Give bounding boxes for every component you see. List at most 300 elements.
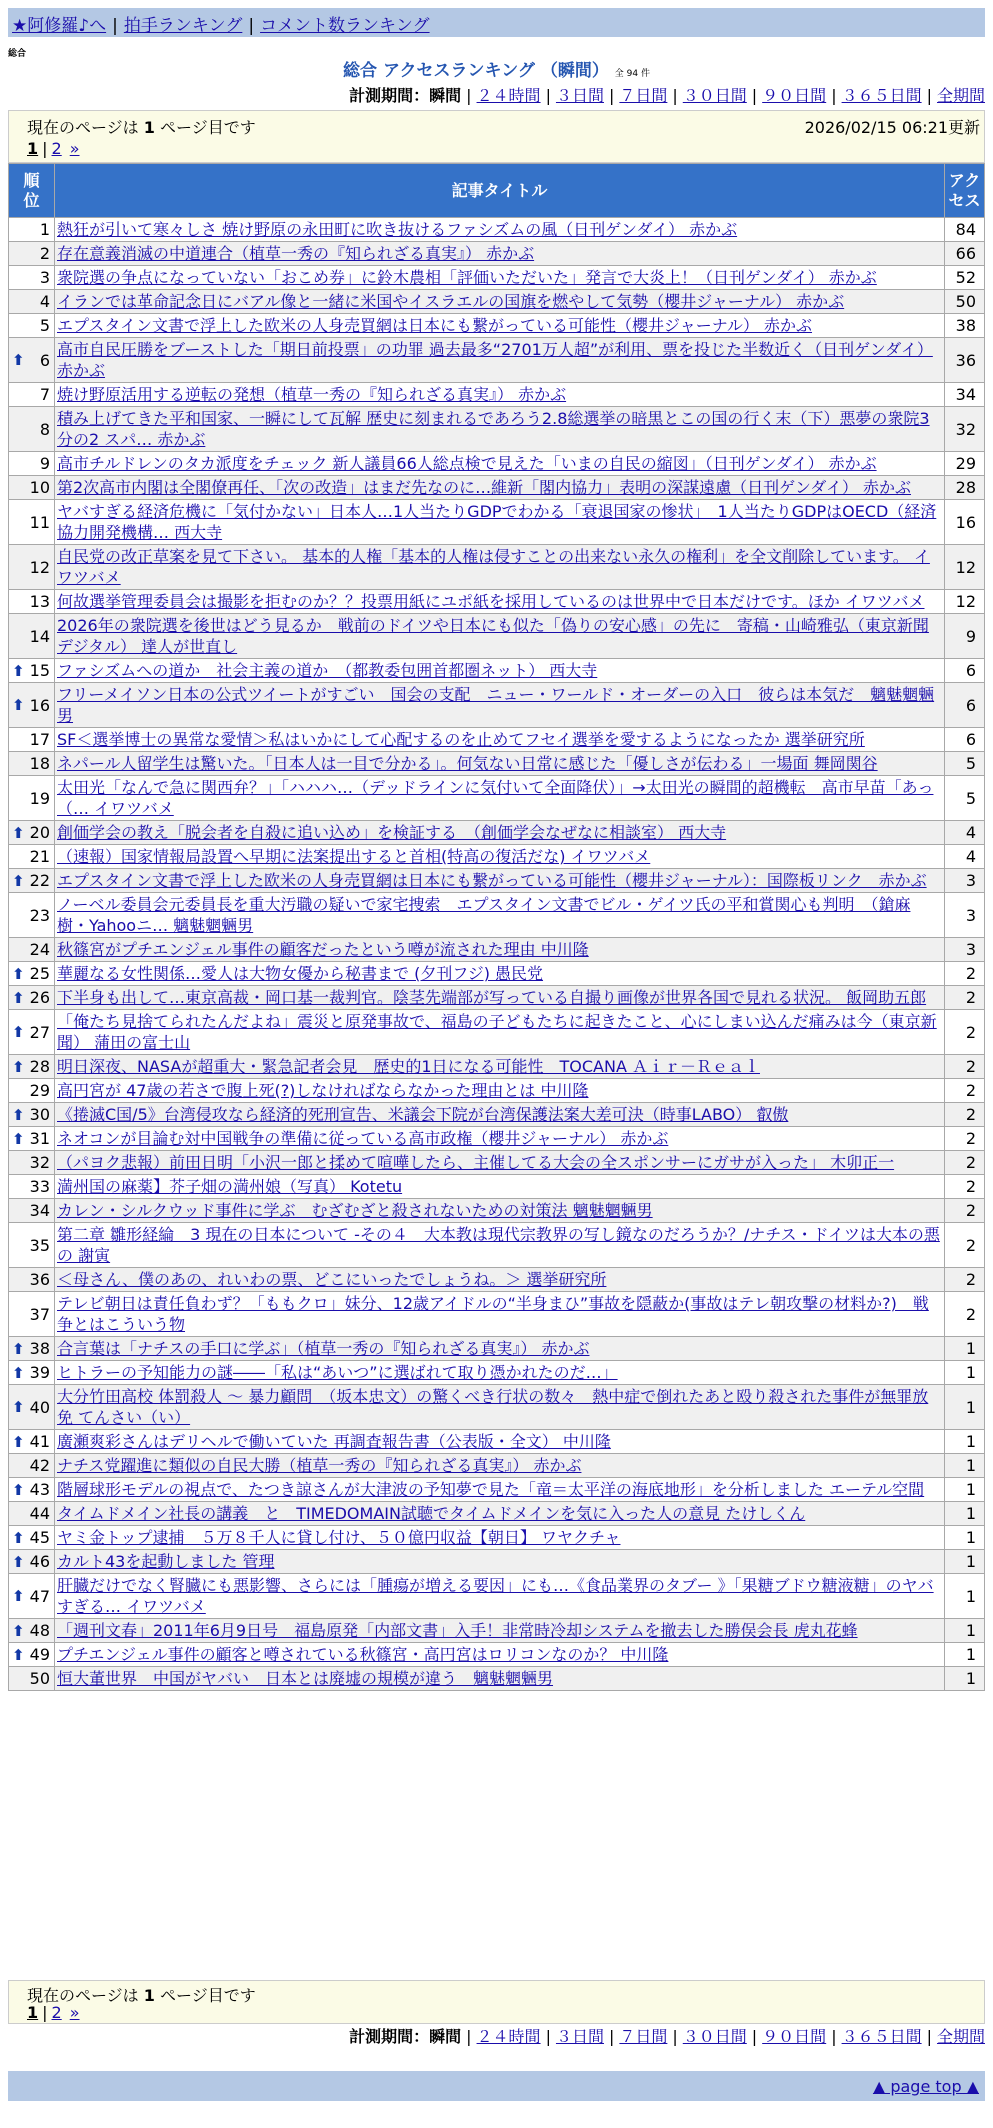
rank-number: 50 xyxy=(29,1669,50,1688)
table-row xyxy=(9,683,985,728)
rank-number: 2 xyxy=(39,244,50,263)
rank-cell xyxy=(9,1619,55,1643)
access-count: 16 xyxy=(945,500,985,545)
article-link[interactable]: ノーベル委員会元委員長を重大汚職の疑いで家宅捜索 エプスタイン文書でビル・ゲイツ氏の平和賞関心も判明 （鎗麻樹・Yahooニ… 魑魅魍魎男 xyxy=(57,895,911,935)
comment-ranking-link[interactable]: コメント数ランキング xyxy=(260,16,430,36)
article-link[interactable]: 高市チルドレンのタカ派度をチェック 新人議員66人総点検で見えた「いまの自民の縮図」（日刊ゲンダイ） 赤かぶ xyxy=(57,454,877,473)
title-cell xyxy=(55,776,945,821)
rank-number: 23 xyxy=(29,905,50,925)
table-row xyxy=(9,1361,985,1385)
rank-cell xyxy=(9,1127,55,1151)
rank-number: 43 xyxy=(29,1480,50,1499)
table-row xyxy=(9,869,985,893)
table-row xyxy=(9,1454,985,1478)
title-cell xyxy=(55,845,945,869)
title-cell xyxy=(55,1526,945,1550)
rank-cell xyxy=(9,590,55,614)
article-link[interactable]: ヒトラーの予知能力の謎――「私は“あいつ”に選ばれて取り憑かれたのだ…」 xyxy=(57,1363,618,1382)
rank-cell xyxy=(9,266,55,290)
rank-up-arrow-icon: ⬆ xyxy=(12,1023,25,1041)
table-row xyxy=(9,476,985,500)
rank-cell xyxy=(9,1151,55,1175)
rank-up-arrow-icon: ⬆ xyxy=(12,1057,25,1076)
article-link[interactable]: カルト43を起動しました 管理 xyxy=(57,1552,275,1571)
title-cell xyxy=(55,659,945,683)
period-separator: | xyxy=(672,86,678,105)
article-link[interactable]: 《捲滅C国/5》台湾侵攻なら経済的死刑宣告、米議会下院が台湾保護法案大差可決（時事LABO） 叡傲 xyxy=(57,1105,789,1124)
article-link[interactable]: ナチス党躍進に類似の自民大勝（植草一秀の『知られざる真実』） 赤かぶ xyxy=(57,1456,582,1475)
table-row xyxy=(9,1151,985,1175)
table-row xyxy=(9,986,985,1010)
rank-number: 47 xyxy=(29,1586,50,1606)
home-link[interactable]: ★阿修羅♪へ xyxy=(12,16,107,36)
title-cell xyxy=(55,407,945,452)
title-cell xyxy=(55,590,945,614)
article-link[interactable]: （パヨク悲報）前田日明「小沢一郎と揉めて喧嘩したら、主催してる大会の全スポンサーにガサが入った」 木卯正一 xyxy=(57,1153,895,1172)
table-row xyxy=(9,1574,985,1619)
rank-number: 40 xyxy=(29,1397,50,1417)
title-cell xyxy=(55,1223,945,1268)
table-row xyxy=(9,1667,985,1691)
rank-up-arrow-icon: ⬆ xyxy=(12,964,25,983)
access-count: 2 xyxy=(945,1079,985,1103)
article-link[interactable]: タイムドメイン社長の講義 と TIMEDOMAIN試聴でタイムドメインを気に入った人の意見 たけしくん xyxy=(57,1504,806,1523)
table-row xyxy=(9,1223,985,1268)
category-label: 総合 xyxy=(8,49,27,59)
rank-number: 36 xyxy=(29,1270,50,1289)
rank-cell xyxy=(9,314,55,338)
rank-cell xyxy=(9,383,55,407)
article-link[interactable]: 熱狂が引いて寒々しさ 焼け野原の永田町に吹き抜けるファシズムの風（日刊ゲンダイ） 赤かぶ xyxy=(57,220,738,239)
rank-number: 8 xyxy=(39,419,50,439)
title-cell xyxy=(55,1268,945,1292)
rank-up-arrow-icon: ⬆ xyxy=(12,1645,25,1664)
top-nav-bar xyxy=(8,8,985,37)
rank-cell xyxy=(9,893,55,938)
rank-cell xyxy=(9,1199,55,1223)
article-link[interactable]: ヤミ金トップ逮捕 ５万８千人に貸し付け、５０億円収益【朝日】 ワヤクチャ xyxy=(57,1528,621,1547)
period-link[interactable]: ７日間 xyxy=(619,86,668,105)
article-link[interactable]: 廣瀬爽彩さんはデリヘルで働いていた 再調査報告書（公表版・全文） 中川隆 xyxy=(57,1432,611,1451)
article-link[interactable]: 太田光「なんで急に関西弁？」「ハハハ…（デッドラインに気付いて全面降伏）」→太田光の瞬間的超機転 高市早苗「あっ（… イワツバメ xyxy=(57,778,934,818)
table-row xyxy=(9,821,985,845)
title-cell xyxy=(55,1430,945,1454)
access-count: 28 xyxy=(945,476,985,500)
title-column-header: 記事タイトル xyxy=(55,164,945,218)
period-separator: | xyxy=(545,2027,551,2046)
access-count: 1 xyxy=(945,1361,985,1385)
rank-cell xyxy=(9,338,55,383)
period-separator: | xyxy=(751,86,758,105)
access-count: 1 xyxy=(945,1430,985,1454)
period-label: 計測期間： xyxy=(349,2027,430,2046)
title-cell xyxy=(55,383,945,407)
rank-cell xyxy=(9,1385,55,1430)
rank-number: 16 xyxy=(29,695,50,715)
title-cell xyxy=(55,869,945,893)
table-row xyxy=(9,893,985,938)
article-link[interactable]: テレビ朝日は責任負わず？「ももクロ」妹分、12歳アイドルの“半身まひ”事故を隠蔽か(事故はテレ朝攻撃の材料か?) 戦争とはこういう物 xyxy=(57,1294,929,1334)
rank-cell xyxy=(9,1223,55,1268)
page-info-prefix: 現在のページは xyxy=(27,1986,144,2005)
article-link[interactable]: 「俺たち見捨てられたんだよね」震災と原発事故で、福島の子どもたちに起きたこと、心にしまい込んだ痛みは今（東京新聞） 蒲田の富士山 xyxy=(57,1012,937,1052)
title-cell xyxy=(55,1502,945,1526)
rank-cell xyxy=(9,614,55,659)
nav-separator: | xyxy=(248,16,255,36)
rank-number: 1 xyxy=(39,220,50,239)
article-link[interactable]: 恒大董世界 中国がヤバい 日本とは廃墟の規模が違う 魑魅魍魎男 xyxy=(57,1669,554,1688)
table-row xyxy=(9,614,985,659)
period-link[interactable]: ３０日間 xyxy=(682,86,747,105)
rank-up-arrow-icon: ⬆ xyxy=(12,696,25,714)
article-link[interactable]: 明日深夜、NASAが超重大・緊急記者会見 歴史的1日になる可能性 TOCANA Ａｉｒ－Ｒｅａｌ xyxy=(57,1057,760,1076)
rank-number: 41 xyxy=(29,1432,50,1451)
article-link[interactable]: 積み上げてきた平和国家、一瞬にして瓦解 歴史に刻まれるであろう2.8総選挙の暗黒とこの国の行く末（下）悪夢の衆院3分の2 スパ… 赤かぶ xyxy=(57,409,930,449)
access-count: 2 xyxy=(945,1292,985,1337)
table-row xyxy=(9,452,985,476)
article-link[interactable]: SF＜選挙博士の異常な愛情＞私はいかにして心配するのを止めてフセイ選挙を愛するようになったか 選挙研究所 xyxy=(57,730,865,749)
access-count: 29 xyxy=(945,452,985,476)
rank-number: 5 xyxy=(39,316,50,335)
rank-up-arrow-icon: ⬆ xyxy=(12,1552,25,1571)
access-count: 2 xyxy=(945,1175,985,1199)
rank-number: 49 xyxy=(29,1645,50,1664)
article-link[interactable]: プチエンジェル事件の顧客と噂されている秋篠宮・高円宮はロリコンなのか？ 中川隆 xyxy=(57,1645,669,1664)
period-separator: | xyxy=(831,2027,837,2046)
access-count: 3 xyxy=(945,938,985,962)
article-link[interactable]: ネパール人留学生は驚いた。「日本人は一目で分かる」。何気ない日常に感じた「優しさが伝わる」一場面 舞岡関谷 xyxy=(57,754,878,773)
pager-bottom xyxy=(27,2003,80,2022)
access-count: 1 xyxy=(945,1337,985,1361)
period-link[interactable]: ３０日間 xyxy=(682,2027,747,2046)
title-cell xyxy=(55,1574,945,1619)
access-count: 1 xyxy=(945,1526,985,1550)
title-cell xyxy=(55,1619,945,1643)
article-link[interactable]: ヤバすぎる経済危機に「気付かない」日本人…1人当たりGDPでわかる「衰退国家の惨状」 1人当たりGDPはOECD（経済協力開発機構… 西大寺 xyxy=(57,502,937,542)
pager-separator: | xyxy=(42,2003,48,2022)
article-link[interactable]: 2026年の衆院選を後世はどう見るか 戦前のドイツや日本にも似た「偽りの安心感」の先に 寄稿・山崎雅弘（東京新聞デジタル） 達人が世直し xyxy=(57,616,929,656)
period-selector xyxy=(349,85,985,107)
current-page-number: 1 xyxy=(143,118,155,137)
title-cell xyxy=(55,218,945,242)
title-cell xyxy=(55,1385,945,1430)
rank-cell xyxy=(9,683,55,728)
rank-cell xyxy=(9,1454,55,1478)
rank-cell xyxy=(9,1643,55,1667)
title-cell xyxy=(55,1199,945,1223)
title-cell xyxy=(55,1643,945,1667)
article-link[interactable]: 合言葉は「ナチスの手口に学ぶ」（植草一秀の『知られざる真実』） 赤かぶ xyxy=(57,1339,590,1358)
period-separator: | xyxy=(926,2027,932,2046)
rank-cell xyxy=(9,659,55,683)
article-link[interactable]: 肝臓だけでなく腎臓にも悪影響、さらには「腫瘍が増える要因」にも…《食品業界のタブー 》「果糖ブドウ糖液糖」のヤバすぎる… イワツバメ xyxy=(57,1576,934,1616)
title-cell xyxy=(55,1103,945,1127)
table-row xyxy=(9,1199,985,1223)
table-row xyxy=(9,752,985,776)
bottom-bar xyxy=(8,2071,985,2101)
article-link[interactable]: ＜母さん、僕のあの、れいわの票、どこにいったでしょうね。＞ 選挙研究所 xyxy=(57,1270,607,1289)
article-link[interactable]: 第二章 雛形経綸 3 現在の日本について -その４ 大本教は現代宗教界の写し鏡なのだろうか？/ナチス・ドイツは大本の悪の 謝寅 xyxy=(57,1225,940,1265)
title-cell xyxy=(55,1550,945,1574)
rank-cell xyxy=(9,1055,55,1079)
article-link[interactable]: 「週刊文春」2011年6月9日号 福島原発「内部文書」入手！非常時冷却システムを撤去した勝俣会長 虎丸花蜂 xyxy=(57,1621,858,1640)
rank-number: 17 xyxy=(29,730,50,749)
title-cell xyxy=(55,752,945,776)
total-count: 全 94 件 xyxy=(614,69,650,79)
table-row xyxy=(9,242,985,266)
table-row xyxy=(9,290,985,314)
period-link[interactable]: ３日間 xyxy=(555,2027,604,2046)
table-row xyxy=(9,218,985,242)
page-info-box xyxy=(8,110,985,163)
rank-number: 32 xyxy=(29,1153,50,1172)
access-count: 32 xyxy=(945,407,985,452)
table-row xyxy=(9,845,985,869)
table-row xyxy=(9,545,985,590)
rank-cell xyxy=(9,500,55,545)
period-current: 瞬間 xyxy=(429,2027,462,2046)
table-row xyxy=(9,1103,985,1127)
rank-number: 19 xyxy=(29,788,50,808)
title-cell xyxy=(55,242,945,266)
rank-cell xyxy=(9,1502,55,1526)
article-link[interactable]: フリーメイソン日本の公式ツイートがすごい 国会の支配 ニュー・ワールド・オーダーの入口 彼らは本気だ 魑魅魍魎男 xyxy=(57,685,935,725)
rank-cell xyxy=(9,1478,55,1502)
article-link[interactable]: 秋篠宮がプチエンジェル事件の顧客だったという噂が流された理由 中川隆 xyxy=(57,940,589,959)
table-row xyxy=(9,776,985,821)
rank-up-arrow-icon: ⬆ xyxy=(12,1339,25,1358)
title-cell xyxy=(55,1175,945,1199)
period-link[interactable]: ３日間 xyxy=(555,86,604,105)
access-count: 2 xyxy=(945,1103,985,1127)
table-row xyxy=(9,1055,985,1079)
access-count: 4 xyxy=(945,821,985,845)
rank-number: 21 xyxy=(29,847,50,866)
rank-cell xyxy=(9,290,55,314)
article-link[interactable]: 自民党の改正草案を見て下さい。 基本的人権「基本的人権は侵すことの出来ない永久の権利」を全文削除しています。 イワツバメ xyxy=(57,547,930,587)
table-row xyxy=(9,383,985,407)
pager-current: 1 xyxy=(27,2003,39,2022)
title-cell xyxy=(55,266,945,290)
title-cell xyxy=(55,1361,945,1385)
article-link[interactable]: エプスタイン文書で浮上した欧米の人身売買網は日本にも繋がっている可能性（櫻井ジャーナル）：国際板リンク 赤かぶ xyxy=(57,871,927,890)
access-column-header: アクセス xyxy=(945,164,985,218)
pager-current: 1 xyxy=(27,139,39,158)
rank-cell xyxy=(9,1079,55,1103)
rank-cell xyxy=(9,938,55,962)
period-separator: | xyxy=(466,86,472,105)
rank-cell xyxy=(9,1361,55,1385)
title-cell xyxy=(55,1055,945,1079)
rank-up-arrow-icon: ⬆ xyxy=(12,1363,25,1382)
title-cell xyxy=(55,938,945,962)
updated-timestamp: 2026/02/15 06:21更新 xyxy=(804,118,980,137)
rank-number: 12 xyxy=(29,557,50,577)
table-row xyxy=(9,338,985,383)
rank-cell xyxy=(9,242,55,266)
period-label: 計測期間： xyxy=(349,86,430,105)
article-link[interactable]: （速報）国家情報局設置へ早期に法案提出すると首相(特高の復活だな) イワツバメ xyxy=(57,847,651,866)
rank-cell xyxy=(9,218,55,242)
article-link[interactable]: 第2次高市内閣は全閣僚再任、「次の改造」はまだ先なのに…維新「閣内協力」表明の深謀遠慮（日刊ゲンダイ） 赤かぶ xyxy=(57,478,911,497)
article-link[interactable]: 華麗なる女性関係…愛人は大物女優から秘書まで (夕刊フジ) 愚民党 xyxy=(57,964,544,983)
article-link[interactable]: 創価学会の教え「脱会者を自殺に追い込め」を検証する （創価学会なぜなに相談室） 西大寺 xyxy=(57,823,727,842)
title-cell xyxy=(55,1292,945,1337)
article-link[interactable]: 何故選挙管理委員会は撮影を拒むのか？？投票用紙にユポ紙を採用しているのは世界中で日本だけです。ほか イワツバメ xyxy=(57,592,925,611)
nav-separator: | xyxy=(112,16,118,36)
article-link[interactable]: 衆院選の争点になっていない「おこめ券」に鈴木農相「評価いただいた」発言で大炎上！（日刊ゲンダイ） 赤かぶ xyxy=(57,268,877,287)
period-link[interactable]: ２４時間 xyxy=(476,86,541,105)
rank-number: 29 xyxy=(29,1081,50,1100)
article-link[interactable]: 下半身も出して…東京高裁・岡口基一裁判官。陰茎先端部が写っている自撮り画像が世界各国で見れる状況。 飯岡助五郎 xyxy=(57,988,927,1007)
rank-number: 3 xyxy=(39,268,50,287)
rank-up-arrow-icon: ⬆ xyxy=(12,1398,25,1416)
applause-ranking-link[interactable]: 拍手ランキング xyxy=(123,16,243,36)
article-link[interactable]: イランでは革命記念日にバアル像と一緒に米国やイスラエルの国旗を燃やして気勢（櫻井ジャーナル） 赤かぶ xyxy=(57,292,845,311)
title-cell xyxy=(55,500,945,545)
period-link[interactable]: ９０日間 xyxy=(762,2027,827,2046)
period-separator: | xyxy=(545,86,551,105)
period-separator: | xyxy=(672,2027,678,2046)
table-row xyxy=(9,1502,985,1526)
access-count: 50 xyxy=(945,290,985,314)
rank-cell xyxy=(9,1430,55,1454)
table-row xyxy=(9,500,985,545)
table-row xyxy=(9,314,985,338)
period-link[interactable]: ７日間 xyxy=(619,2027,668,2046)
period-link[interactable]: 全期間 xyxy=(936,2027,985,2046)
title-cell xyxy=(55,683,945,728)
rank-cell xyxy=(9,1292,55,1337)
rank-up-arrow-icon: ⬆ xyxy=(12,871,25,890)
page-top-link[interactable]: ▲ page top ▲ xyxy=(872,2077,979,2096)
rank-cell xyxy=(9,776,55,821)
table-row xyxy=(9,1643,985,1667)
rank-number: 30 xyxy=(29,1105,50,1124)
rank-cell xyxy=(9,845,55,869)
period-link[interactable]: ３６５日間 xyxy=(841,86,922,105)
access-count: 1 xyxy=(945,1502,985,1526)
rank-number: 34 xyxy=(29,1201,50,1220)
rank-cell xyxy=(9,452,55,476)
page-info-prefix: 現在のページは xyxy=(27,118,144,137)
article-link[interactable]: カレン・シルクウッド事件に学ぶ むざむざと殺されないための対策法 魑魅魍魎男 xyxy=(57,1201,653,1220)
access-count: 4 xyxy=(945,845,985,869)
rank-cell xyxy=(9,1010,55,1055)
title-cell xyxy=(55,1337,945,1361)
article-link[interactable]: 満州国の麻薬】芥子畑の満州娘（写真） Kotetu xyxy=(57,1177,403,1196)
table-row xyxy=(9,1079,985,1103)
table-header-row xyxy=(9,164,985,218)
title-cell xyxy=(55,1127,945,1151)
article-link[interactable]: ネオコンが目論む対中国戦争の準備に従っている高市政権（櫻井ジャーナル） 赤かぶ xyxy=(57,1129,669,1148)
page-info-text xyxy=(27,115,256,138)
rank-number: 28 xyxy=(29,1057,50,1076)
title-cell xyxy=(55,1667,945,1691)
period-link[interactable]: ２４時間 xyxy=(476,2027,541,2046)
access-count: 1 xyxy=(945,1454,985,1478)
table-row xyxy=(9,1337,985,1361)
table-row xyxy=(9,1478,985,1502)
access-count: 5 xyxy=(945,752,985,776)
rank-cell xyxy=(9,1550,55,1574)
title-cell xyxy=(55,338,945,383)
access-count: 34 xyxy=(945,383,985,407)
title-cell xyxy=(55,1079,945,1103)
access-count: 12 xyxy=(945,590,985,614)
article-link[interactable]: 存在意義消滅の中道連合（植草一秀の『知られざる真実』） 赤かぶ xyxy=(57,244,535,263)
title-cell xyxy=(55,1151,945,1175)
table-row xyxy=(9,1430,985,1454)
pager-page-2[interactable]: 2 xyxy=(51,139,62,158)
rank-number: 48 xyxy=(29,1621,50,1640)
pager-next-link[interactable]: » xyxy=(69,2003,80,2022)
article-link[interactable]: ファシズムへの道か 社会主義の道か （都教委包囲首都圏ネット） 西大寺 xyxy=(57,661,598,680)
access-count: 2 xyxy=(945,986,985,1010)
rank-cell xyxy=(9,1574,55,1619)
article-link[interactable]: 高円宮が 47歳の若さで腹上死(?)しなければならなかった理由とは 中川隆 xyxy=(57,1081,589,1100)
period-separator: | xyxy=(608,2027,615,2046)
table-row xyxy=(9,1550,985,1574)
pager-page-2[interactable]: 2 xyxy=(51,2003,62,2022)
title-cell xyxy=(55,1454,945,1478)
period-link[interactable]: 全期間 xyxy=(936,86,985,105)
table-row xyxy=(9,1385,985,1430)
rank-cell xyxy=(9,821,55,845)
rank-number: 4 xyxy=(39,292,50,311)
access-count: 36 xyxy=(945,338,985,383)
rank-column-header: 順位 xyxy=(9,164,55,218)
title-cell xyxy=(55,545,945,590)
rank-number: 45 xyxy=(29,1528,50,1547)
article-link[interactable]: 大分竹田高校 体罰殺人 ～ 暴力顧問 （坂本忠文）の驚くべき行状の数々 熱中症で倒れたあと殴り殺された事件が無罪放免 てんさい（い） xyxy=(57,1387,929,1427)
table-row xyxy=(9,659,985,683)
access-count: 1 xyxy=(945,1478,985,1502)
article-link[interactable]: 階層球形モデルの視点で、たつき諒さんが大津波の予知夢で見た「竜＝太平洋の海底地形」を分析しました エーテル空間 xyxy=(57,1480,925,1499)
rank-cell xyxy=(9,545,55,590)
rank-up-arrow-icon: ⬆ xyxy=(12,351,25,369)
period-link[interactable]: ９０日間 xyxy=(762,86,827,105)
access-count: 3 xyxy=(945,869,985,893)
access-count: 6 xyxy=(945,683,985,728)
rank-number: 15 xyxy=(29,661,50,680)
pager-separator: | xyxy=(42,139,48,158)
rank-up-arrow-icon: ⬆ xyxy=(12,988,25,1007)
rank-up-arrow-icon: ⬆ xyxy=(12,1528,25,1547)
rank-number: 9 xyxy=(39,454,50,473)
pager-next-link[interactable]: » xyxy=(69,139,80,158)
rank-number: 11 xyxy=(29,512,50,532)
rank-number: 44 xyxy=(29,1504,50,1523)
access-count: 2 xyxy=(945,1268,985,1292)
rank-cell xyxy=(9,476,55,500)
table-row xyxy=(9,407,985,452)
page-info-box-bottom xyxy=(8,1980,985,2024)
title-cell xyxy=(55,314,945,338)
title-cell xyxy=(55,476,945,500)
table-row xyxy=(9,1127,985,1151)
access-count: 38 xyxy=(945,314,985,338)
table-row xyxy=(9,1268,985,1292)
period-link[interactable]: ３６５日間 xyxy=(841,2027,922,2046)
article-link[interactable]: 焼け野原活用する逆転の発想（植草一秀の『知られざる真実』） 赤かぶ xyxy=(57,385,567,404)
article-link[interactable]: 高市自民圧勝をブーストした「期日前投票」の功罪 過去最多“2701万人超”が利用、票を投じた半数近く（日刊ゲンダイ） 赤かぶ xyxy=(57,340,933,380)
table-row xyxy=(9,938,985,962)
article-link[interactable]: エプスタイン文書で浮上した欧米の人身売買網は日本にも繋がっている可能性（櫻井ジャーナル） 赤かぶ xyxy=(57,316,813,335)
table-row xyxy=(9,1010,985,1055)
rank-cell xyxy=(9,986,55,1010)
access-count: 3 xyxy=(945,893,985,938)
